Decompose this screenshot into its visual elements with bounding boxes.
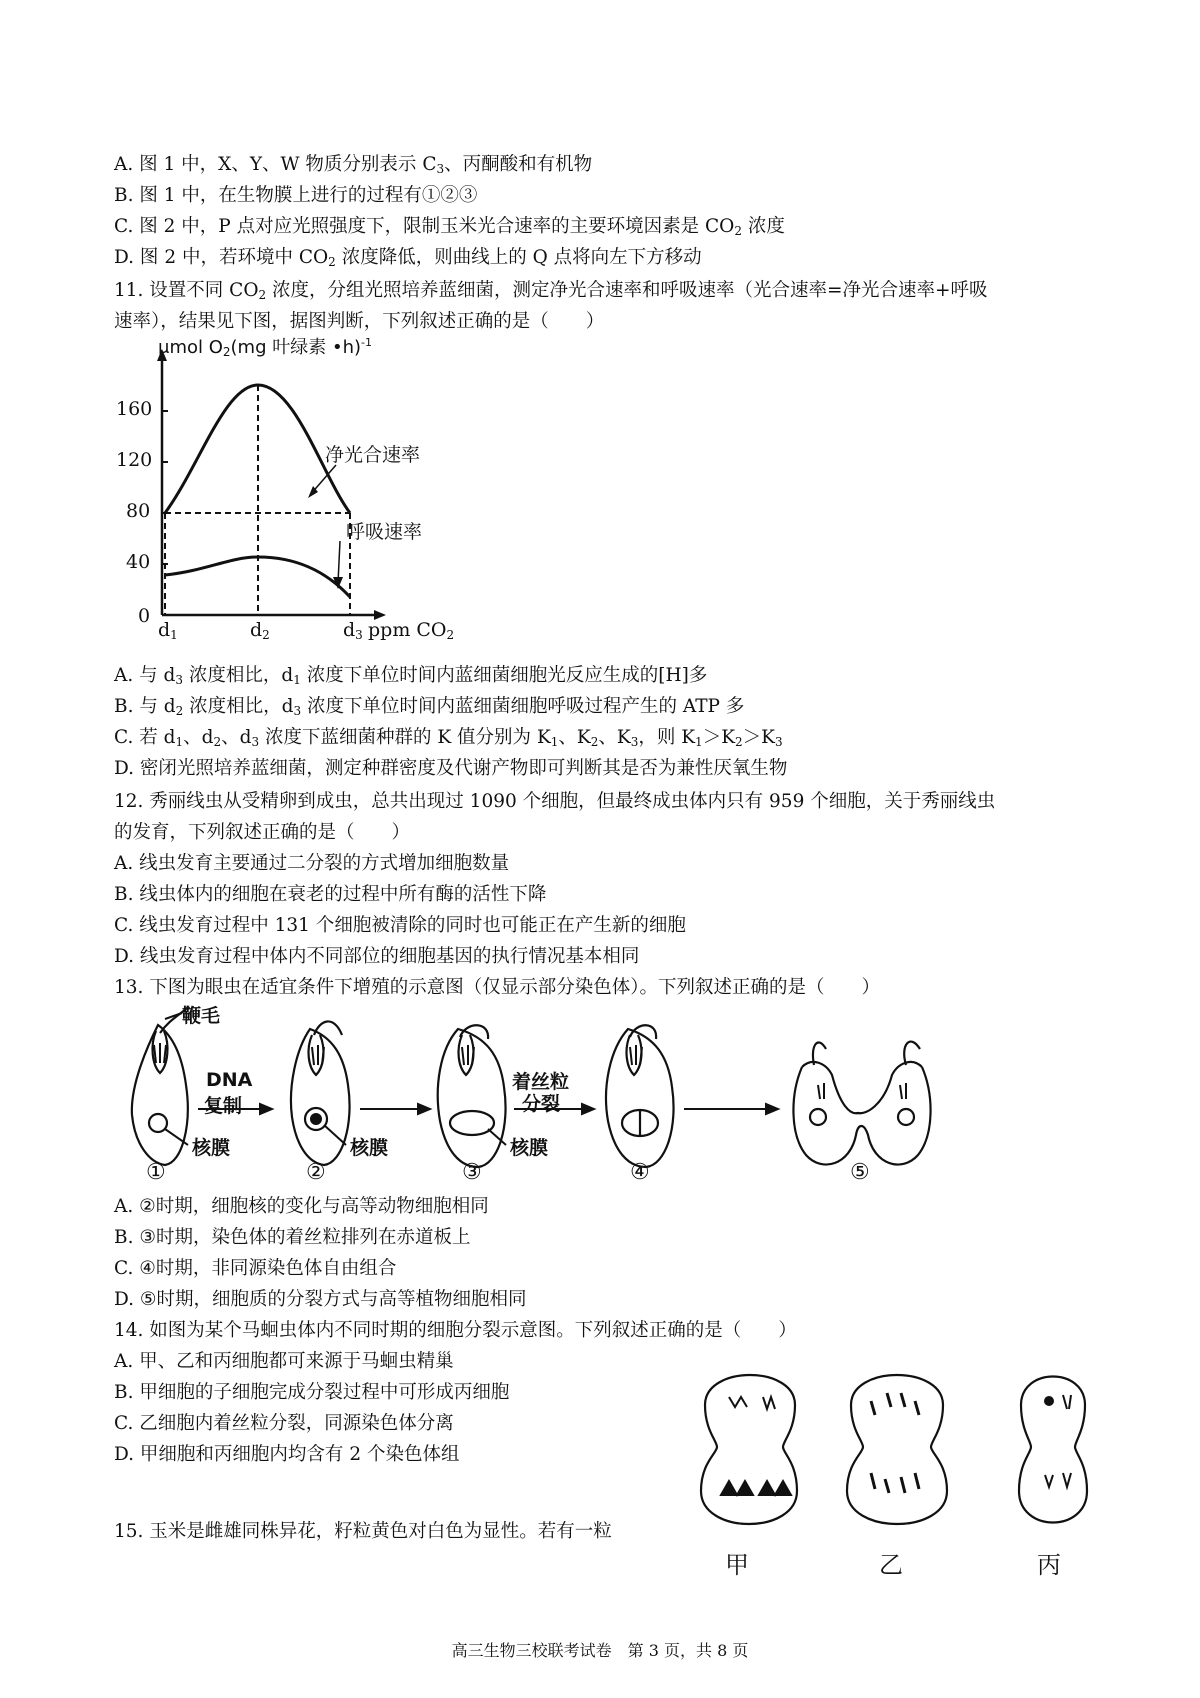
nuclear-membrane-label-1: 核膜 [192,1137,231,1159]
stage-number: ② [306,1160,326,1185]
x-tick-label: $d_3$ [343,619,363,642]
q11-chart-svg [110,345,490,645]
q12-option-d: D. 线虫发育过程中体内不同部位的细胞基因的执行情况基本相同 [114,946,640,967]
cell-yi [847,1375,947,1524]
resp-label-pointer [338,541,340,583]
q11-option-a: A. 与 $d_3$ 浓度相比，$d_1$ 浓度下单位时间内蓝细菌细胞光反应生成的[H]多 [114,665,708,687]
division-label: 分裂 [522,1093,561,1115]
q13-stem: 13. 下图为眼虫在适宜条件下增殖的示意图（仅显示部分染色体）。下列叙述正确的是（ ） [114,977,881,998]
q12-stem-line2: 的发育，下列叙述正确的是（ ） [114,822,411,843]
q11-chart [110,336,490,645]
q13-figure [110,1005,1010,1185]
cell-5-nucleus-left [810,1109,826,1125]
cell-4-flagellum [630,1025,656,1039]
cell-4-reservoir [627,1035,642,1075]
q10-option-b: B. 图 1 中，在生物膜上进行的过程有①②③ [114,185,478,206]
q11-stem-line2: 速率），结果见下图，据图判断，下列叙述正确的是（ ） [114,311,605,332]
q10-option-d: D. 图 2 中，若环境中 $CO_2$ 浓度降低，则曲线上的 Q 点将向左下方移动 [114,247,702,269]
y-tick-label: 80 [126,500,151,522]
cell-3-nucleus [450,1111,494,1135]
x-tick-label: $d_1$ [158,619,178,642]
y-axis-unit: μmol $O_2(mg$ 叶绿素 •h)$^{-1}$ [158,336,372,359]
q10-option-a: A. 图 1 中，X、Y、W 物质分别表示 $C_3$、丙酮酸和有机物 [114,154,593,176]
q14-stem: 14. 如图为某个马蛔虫体内不同时期的细胞分裂示意图。下列叙述正确的是（ ） [114,1320,797,1341]
flagellum-label: 鞭毛 [182,1005,221,1027]
q11-stem-line1: 11. 设置不同 $CO_2$ 浓度，分组光照培养蓝细菌，测定净光合速率和呼吸速率（光合速率=净光合速率+呼吸 [114,280,988,302]
x-axis-unit: ppm $CO_2$ [368,619,455,642]
net-photosynthesis-label: 净光合速率 [325,444,421,466]
stage-number: ④ [630,1160,650,1185]
cell-jia [701,1375,797,1524]
stage-number: ③ [462,1160,482,1185]
q10-option-c: C. 图 2 中，P 点对应光照强度下，限制玉米光合速率的主要环境因素是 $CO_2$ 浓度 [114,216,785,238]
caption-jia: 甲 [725,1551,749,1579]
cell-5-nucleus-right [898,1109,914,1125]
q11-option-b: B. 与 $d_2$ 浓度相比，$d_3$ 浓度下单位时间内蓝细菌细胞呼吸过程产生的 ATP 多 [114,696,745,718]
y-tick-label: 160 [116,398,153,420]
q14-option-a: A. 甲、乙和丙细胞都可来源于马蛔虫精巢 [114,1351,454,1372]
cell-1-nucleus [149,1114,167,1132]
q14-option-c: C. 乙细胞内着丝粒分裂，同源染色体分离 [114,1413,454,1434]
q14-option-d: D. 甲细胞和丙细胞内均含有 2 个染色体组 [114,1444,460,1465]
cell-5-body [793,1067,930,1165]
q14-figure [665,1355,1135,1605]
q13-option-b: B. ③时期，染色体的着丝粒排列在赤道板上 [114,1227,471,1248]
nuclear-membrane-label-2: 核膜 [350,1137,389,1159]
y-tick-label: 120 [116,449,153,471]
q11-option-c: C. 若 $d_1$、$d_2$、$d_3$ 浓度下蓝细菌种群的 K 值分别为 $K_1$、$K_2$、$K_3$，则 $K_1>K_2>K_3$ [114,727,783,749]
q12-option-b: B. 线虫体内的细胞在衰老的过程中所有酶的活性下降 [114,884,547,905]
caption-bing: 丙 [1037,1551,1061,1579]
q13-option-d: D. ⑤时期，细胞质的分裂方式与高等植物细胞相同 [114,1289,527,1310]
cell-2-reservoir [309,1035,324,1075]
y-tick-label: 40 [126,551,151,573]
cell-4-body [606,1029,674,1167]
x-tick-label: $d_2$ [250,619,270,642]
cell-3-reservoir [459,1035,474,1075]
q11-option-d: D. 密闭光照培养蓝细菌，测定种群密度及代谢产物即可判断其是否为兼性厌氧生物 [114,758,788,779]
respiration-label: 呼吸速率 [346,521,423,543]
ascaris-cells-svg [665,1355,1135,1555]
cell-2-body [291,1029,350,1165]
q14-option-b: B. 甲细胞的子细胞完成分裂过程中可形成丙细胞 [114,1382,510,1403]
q12-option-c: C. 线虫发育过程中 131 个细胞被清除的同时也可能正在产生新的细胞 [114,915,686,936]
q13-option-a: A. ②时期，细胞核的变化与高等动物细胞相同 [114,1196,489,1217]
caption-yi: 乙 [879,1551,903,1579]
dna-label: DNA [206,1069,253,1091]
stage-number: ① [146,1160,166,1185]
replication-label: 复制 [204,1095,243,1117]
stage-number: ⑤ [850,1160,870,1185]
nuclear-membrane-label-3: 核膜 [510,1137,549,1159]
q12-option-a: A. 线虫发育主要通过二分裂的方式增加细胞数量 [114,853,510,874]
q15-stem: 15. 玉米是雌雄同株异花，籽粒黄色对白色为显性。若有一粒 [114,1521,612,1542]
q12-stem-line1: 12. 秀丽线虫从受精卵到成虫，总共出现过 1090 个细胞，但最终成虫体内只有 959 个细胞，关于秀丽线虫 [114,791,996,812]
page-footer: 高三生物三校联考试卷 第 3 页，共 8 页 [451,1641,749,1660]
cell-3-body [438,1029,506,1167]
centromere-label: 着丝粒 [512,1071,570,1093]
q13-option-c: C. ④时期，非同源染色体自由组合 [114,1258,397,1279]
y-tick-label: 0 [138,605,151,627]
